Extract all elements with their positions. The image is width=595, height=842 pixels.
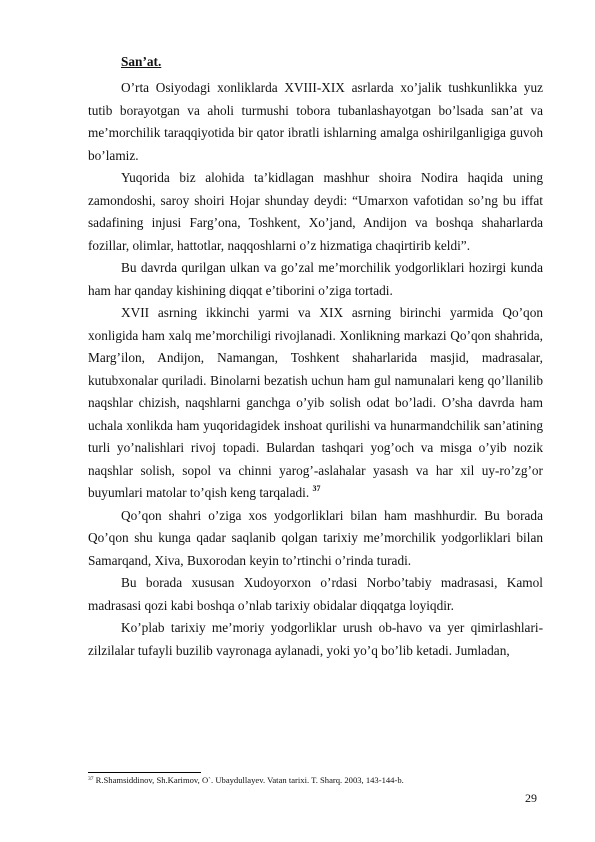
paragraph-4-text: XVII asrning ikkinchi yarmi va XIX asrning birinchi yarmida Qo’qon xonligida ham xalq me’morchiligi rivojlanadi. Xonlikning markazi Qo’qon shahrida, Marg’ilon, Andijon, Namangan, Toshkent shaharlarida masjid, madrasalar, kutubxonalar quriladi. Binolarni bezatish uchun ham gul namunalari keng qo’llanilib naqshlar chizish, naqshlarni ganchga o’yib solish odat bo’ladi. O’sha davrda ham uchala xonlikda ham yuqoridagidek inshoat qurilishi va hunarmandchilik san’atining turli yo’nalishlari rivoj topadi. Bulardan tashqari yog’och va misga o’yib nozik naqshlar solish, sopol va chinni yarog’-aslahalar yasash va har xil uy-ro’zg’or buyumlari matolar to’qish keng tarqaladi. xyxy=(88,305,543,500)
paragraph-5: Qo’qon shahri o’ziga xos yodgorliklari bilan ham mashhurdir. Bu borada Qo’qon shu kunga qadar saqlanib qolgan tarixiy me’morchilik yodgorliklari bilan Samarqand, Xiva, Buxorodan keyin to’rtinchi o’rinda turadi. xyxy=(88,507,543,568)
page-number: 29 xyxy=(525,791,537,805)
footnote-text: R.Shamsiddinov, Sh.Karimov, O`. Ubaydullayev. Vatan tarixi. T. Sharq. 2003, 143-144-b. xyxy=(93,775,404,785)
paragraph-7: Ko’plab tarixiy me’moriy yodgorliklar urush ob-havo va yer qimirlashlari-zilzilalar tufayli buzilib vayronaga aylanadi, yoki yo’q bo’lib ketadi. Jumladan, xyxy=(88,620,543,658)
paragraph-4 xyxy=(88,302,543,505)
paragraph-6: Bu borada xususan Xudoyorxon o’rdasi Norbo’tabiy madrasasi, Kamol madrasasi qozi kabi boshqa o’nlab tarixiy obidalar diqqatga loyiqdir. xyxy=(88,575,543,613)
footnote-divider xyxy=(88,772,201,773)
section-heading: San’at. xyxy=(121,54,162,69)
footnote-number: 37 xyxy=(88,776,94,782)
paragraph-2: Yuqorida biz alohida ta’kidlagan mashhur shoira Nodira haqida uning zamondoshi, saroy shoiri Hojar shunday deydi: “Umarxon vafotidan so’ng bu iffat sadafining injusi Farg’ona, Toshkent, Xo’jand, Andijon va boshqa shaharlarda fozillar, olimlar, hattotlar, naqqoshlarni o’z hizmatiga chaqirtirib keldi”. xyxy=(88,170,543,253)
paragraph-1: O’rta Osiyodagi xonliklarda XVIII-XIX asrlarda xo’jalik tushkunlikka yuz tutib borayotgan va aholi turmushi tobora tubanlashayotgan bo’lsada san’at va me’morchilik taraqqiyotida bir qator ibratli ishlarning amalga oshirilganligiga guvoh bo’lamiz. xyxy=(88,80,543,163)
footnote-reference[interactable]: 37 xyxy=(312,484,321,493)
footnote xyxy=(88,774,404,786)
body-text xyxy=(88,77,543,662)
paragraph-3: Bu davrda qurilgan ulkan va go’zal me’morchilik yodgorliklari hozirgi kunda ham har qanday kishining diqqat e’tiborini o’ziga tortadi. xyxy=(88,260,543,298)
